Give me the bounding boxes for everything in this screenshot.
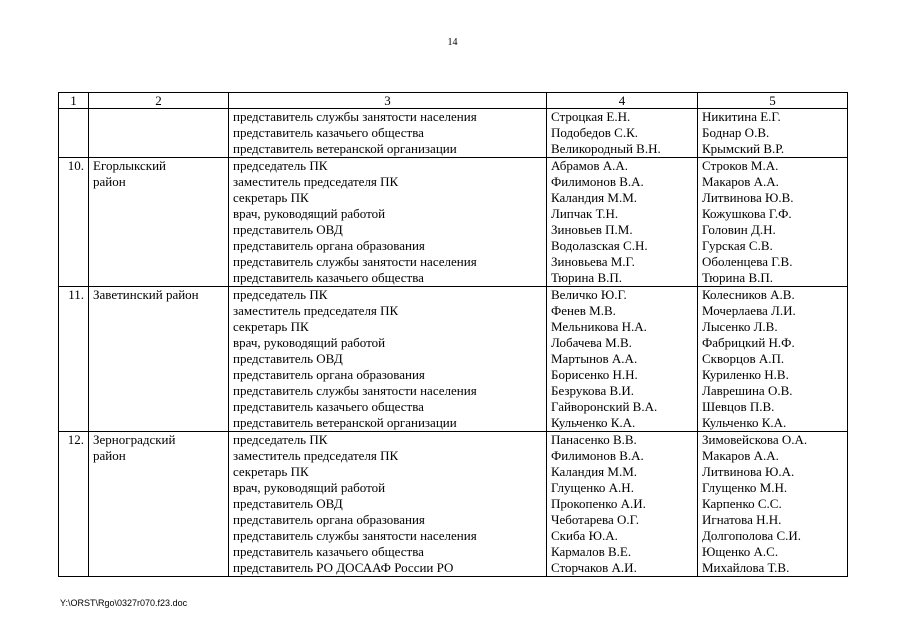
reserve-cell [698, 432, 848, 577]
reserve-name: Фабрицкий Н.Ф. [702, 335, 795, 350]
role-text: представитель органа образования [233, 238, 425, 253]
member-name: Мартынов А.А. [551, 351, 638, 366]
table-row [59, 158, 848, 287]
row-number [59, 109, 89, 158]
role-text: представитель РО ДОСААФ России РО [233, 560, 454, 575]
member-name: Филимонов В.А. [551, 448, 644, 463]
reserve-name: Скворцов А.П. [702, 351, 785, 366]
header-cell: 3 [229, 93, 547, 109]
reserve-name: Гурская С.В. [702, 238, 773, 253]
role-text: представитель казачьего общества [233, 270, 424, 285]
reserve-name: Тюрина В.П. [702, 270, 773, 285]
reserve-name: Колесников А.В. [702, 287, 795, 302]
member-name: Скиба Ю.А. [551, 528, 618, 543]
roles-cell [229, 432, 547, 577]
role-text: представитель службы занятости населения [233, 383, 477, 398]
member-name: Гайворонский В.А. [551, 399, 658, 414]
member-name: Панасенко В.В. [551, 432, 637, 447]
page-number: 14 [447, 37, 458, 48]
district-cell [89, 158, 229, 287]
member-name: Липчак Т.Н. [551, 206, 619, 221]
member-name: Абрамов А.А. [551, 158, 629, 173]
role-text: представитель органа образования [233, 367, 425, 382]
role-text: заместитель председателя ПК [233, 448, 399, 463]
role-text: председатель ПК [233, 158, 328, 173]
role-text: секретарь ПК [233, 319, 309, 334]
member-name: Сторчаков А.И. [551, 560, 637, 575]
reserve-cell [698, 109, 848, 158]
member-name: Строцкая Е.Н. [551, 109, 631, 124]
reserve-name: Литвинова Ю.А. [702, 464, 795, 479]
header-cell: 2 [89, 93, 229, 109]
member-name: Зиновьев П.М. [551, 222, 633, 237]
row-number: 12. [59, 432, 89, 577]
district-name: район [93, 174, 126, 189]
header-cell: 4 [547, 93, 698, 109]
reserve-name: Макаров А.А. [702, 448, 779, 463]
role-text: секретарь ПК [233, 464, 309, 479]
members-cell [547, 287, 698, 432]
member-name: Чеботарева О.Г. [551, 512, 639, 527]
member-name: Кульченко К.А. [551, 415, 636, 430]
table-row [59, 287, 848, 432]
role-text: представитель ветеранской организации [233, 141, 457, 156]
member-name: Глущенко А.Н. [551, 480, 634, 495]
district-name: Егорлыкский [93, 158, 166, 173]
reserve-name: Зимовейскова О.А. [702, 432, 808, 447]
reserve-name: Мочерлаева Л.И. [702, 303, 796, 318]
member-name: Подобедов С.К. [551, 125, 639, 140]
role-text: представитель службы занятости населения [233, 254, 477, 269]
role-text: представитель службы занятости населения [233, 109, 477, 124]
role-text: заместитель председателя ПК [233, 174, 399, 189]
member-name: Филимонов В.А. [551, 174, 644, 189]
members-cell [547, 109, 698, 158]
role-text: врач, руководящий работой [233, 480, 386, 495]
members-cell [547, 158, 698, 287]
district-cell [89, 287, 229, 432]
reserve-name: Лаврешина О.В. [702, 383, 793, 398]
role-text: председатель ПК [233, 432, 328, 447]
roles-cell [229, 158, 547, 287]
reserve-name: Никитина Е.Г. [702, 109, 781, 124]
member-name: Каландия М.М. [551, 190, 638, 205]
role-text: представитель ОВД [233, 496, 343, 511]
header-cell: 1 [59, 93, 89, 109]
reserve-name: Литвинова Ю.В. [702, 190, 794, 205]
reserve-name: Кульченко К.А. [702, 415, 787, 430]
role-text: представитель казачьего общества [233, 399, 424, 414]
reserve-name: Оболенцева Г.В. [702, 254, 793, 269]
row-number: 11. [59, 287, 89, 432]
role-text: представитель органа образования [233, 512, 425, 527]
reserve-name: Крымский В.Р. [702, 141, 785, 156]
member-name: Фенев М.В. [551, 303, 616, 318]
reserve-name: Долгополова С.И. [702, 528, 802, 543]
member-name: Борисенко Н.Н. [551, 367, 638, 382]
member-name: Мельникова Н.А. [551, 319, 647, 334]
roles-cell [229, 109, 547, 158]
role-text: врач, руководящий работой [233, 206, 386, 221]
member-name: Тюрина В.П. [551, 270, 622, 285]
reserve-name: Карпенко С.С. [702, 496, 782, 511]
table-row [59, 432, 848, 577]
reserve-cell [698, 158, 848, 287]
reserve-name: Ющенко А.С. [702, 544, 779, 559]
role-text: представитель казачьего общества [233, 544, 424, 559]
reserve-name: Куриленко Н.В. [702, 367, 789, 382]
reserve-name: Лысенко Л.В. [702, 319, 778, 334]
role-text: представитель казачьего общества [233, 125, 424, 140]
member-name: Водолазская С.Н. [551, 238, 648, 253]
member-name: Величко Ю.Г. [551, 287, 627, 302]
role-text: заместитель председателя ПК [233, 303, 399, 318]
member-name: Великородный В.Н. [551, 141, 661, 156]
reserve-name: Строков М.А. [702, 158, 779, 173]
member-name: Каландия М.М. [551, 464, 638, 479]
role-text: председатель ПК [233, 287, 328, 302]
district-cell [89, 109, 229, 158]
reserve-name: Боднар О.В. [702, 125, 770, 140]
reserve-name: Шевцов П.В. [702, 399, 775, 414]
commission-table [58, 92, 848, 577]
role-text: представитель ОВД [233, 222, 343, 237]
role-text: секретарь ПК [233, 190, 309, 205]
reserve-name: Глущенко М.Н. [702, 480, 788, 495]
reserve-name: Кожушкова Г.Ф. [702, 206, 792, 221]
member-name: Лобачева М.В. [551, 335, 632, 350]
reserve-name: Макаров А.А. [702, 174, 779, 189]
member-name: Безрукова В.И. [551, 383, 635, 398]
district-cell [89, 432, 229, 577]
members-cell [547, 432, 698, 577]
district-name: Заветинский район [93, 287, 199, 302]
district-name: Зерноградский [93, 432, 176, 447]
table-row [59, 109, 848, 158]
member-name: Зиновьева М.Г. [551, 254, 635, 269]
member-name: Прокопенко А.И. [551, 496, 646, 511]
reserve-name: Головин Д.Н. [702, 222, 776, 237]
role-text: представитель ветеранской организации [233, 415, 457, 430]
role-text: врач, руководящий работой [233, 335, 386, 350]
reserve-name: Михайлова Т.В. [702, 560, 790, 575]
role-text: представитель ОВД [233, 351, 343, 366]
member-name: Кармалов В.Е. [551, 544, 632, 559]
role-text: представитель службы занятости населения [233, 528, 477, 543]
roles-cell [229, 287, 547, 432]
district-name: район [93, 448, 126, 463]
reserve-name: Игнатова Н.Н. [702, 512, 782, 527]
reserve-cell [698, 287, 848, 432]
header-row [59, 93, 848, 109]
header-cell: 5 [698, 93, 848, 109]
file-path: Y:\ORST\Rgo\0327r070.f23.doc [60, 598, 188, 608]
row-number: 10. [59, 158, 89, 287]
